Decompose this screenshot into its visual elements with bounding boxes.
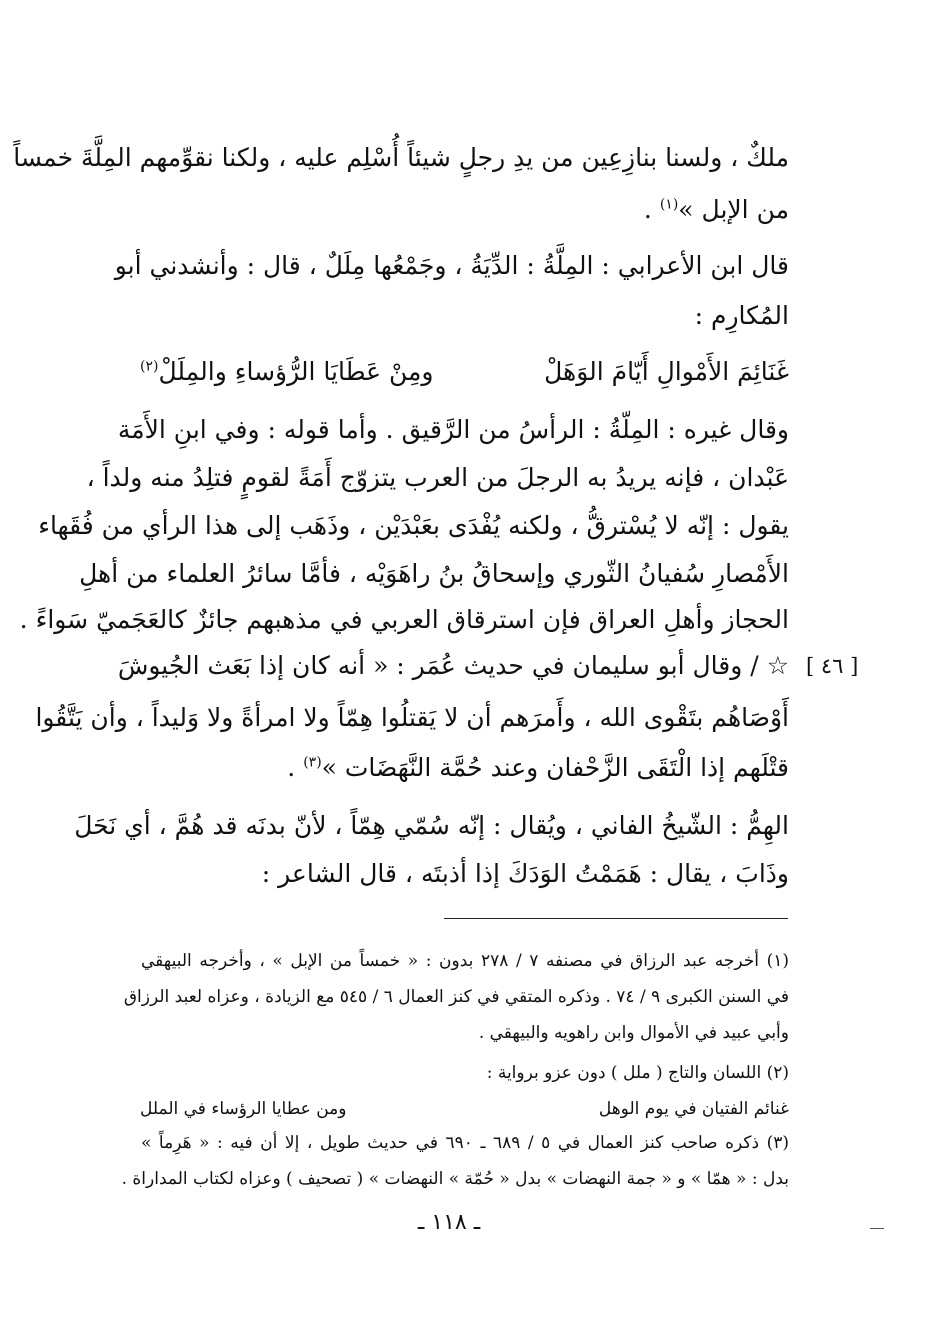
- body-line-1: ملكٌ ، ولسنا بنازِعِين من يدِ رجلٍ شيئاً أُسْلِم عليه ، ولكنا نقوِّمهم المِلَّةَ خمساً: [13, 143, 789, 172]
- verse-first-half: غَنَائِمَ الأَمْوالِ أَيّامَ الوَهَلْ: [544, 357, 789, 386]
- footnote-verse-first-half: غنائم الفتيان في يوم الوهل: [598, 1099, 789, 1119]
- footnote-line-4: (٢) اللسان والتاج ( ملل ) دون عزو برواية :: [486, 1063, 789, 1083]
- edge-mark: [870, 1228, 884, 1229]
- body-line-4: المُكارِم :: [694, 301, 789, 330]
- body-line-10: ☆ / وقال أبو سليمان في حديث عُمَر : « أنه كان إذا بَعَث الجُيوشَ: [117, 651, 789, 680]
- body-line-13: الهِمُّ : الشّيخُ الفاني ، ويُقال : إنّه سُمّي هِمّاً ، لأنّ بدنَه قد هُمَّ ، أي نَحَلَ: [74, 811, 789, 840]
- line-end-dot-2: .: [287, 753, 296, 782]
- verse-second-half: [140, 352, 433, 392]
- margin-page-reference: [ ٤٦ ]: [806, 654, 859, 678]
- line-end-dot: .: [643, 195, 652, 224]
- body-line-14: وذَابَ ، يقال : هَمَمْتُ الوَدَكَ إذا أذبتَه ، قال الشاعر :: [261, 859, 789, 888]
- footnote-line-5: (٣) ذكره صاحب كنز العمال في ٥ / ٦٨٩ ـ ٦٩٠ في حديث طويل ، إلا أن فيه : « هَرِماً »: [141, 1133, 789, 1153]
- body-line-2-text: من الإبل »: [678, 195, 789, 224]
- body-line-6: عَبْدان ، فإنه يريدُ به الرجلَ من العرب يتزوّج أَمَةً لقومٍ فتلِدُ منه ولداً ،: [86, 463, 789, 492]
- body-line-11: أَوْصَاهُم بتَقْوى الله ، وأَمرَهم أن لا يَقتلُوا هِمّاً ولا امرأةً ولا وَليداً ، وأن يَتَّقُوا: [35, 703, 789, 732]
- body-line-3: قال ابن الأعرابي : المِلَّةُ : الدِّيَةُ ، وجَمْعُها مِلَلٌ ، قال : وأنشدني أبو: [114, 251, 789, 280]
- body-line-7: يقول : إنّه لا يُسْترقُّ ، ولكنه يُفْدَى بعَبْدَيْن ، وذَهَب إلى هذا الرأي من فُقَهاء: [38, 511, 789, 540]
- body-line-8: الأَمْصارِ سُفيانُ الثّوري وإسحاقُ بنُ راهَوَيْه ، فأمَّا سائرُ العلماء من أهلِ: [79, 559, 789, 588]
- body-line-5: وقال غيره : المِلّةُ : الرأسُ من الرَّقيق . وأما قوله : وفي ابنِ الأَمَة: [117, 415, 789, 444]
- footnote-line-1: (١) أخرجه عبد الرزاق في مصنفه ٧ / ٢٧٨ بدون : « خمساً من الإبل » ، وأخرجه البيهقي: [141, 951, 789, 971]
- footnote-separator: [444, 918, 788, 919]
- body-line-2: [141, 190, 789, 230]
- footnote-line-6: بدل : « همّا » و « جمة النهضات » بدل « حُمّة » النهضات » ( تصحيف ) وعزاه لكتاب المداراة .: [121, 1169, 789, 1189]
- body-line-12-text: قتْلَهم إذا الْتَقَى الزَّحْفان وعند حُمَّة النَّهَضَات »: [321, 753, 789, 782]
- verse-second-half-text: ومِنْ عَطَايَا الرُّؤساءِ والمِلَلْ: [158, 357, 434, 386]
- body-line-12: [141, 748, 789, 788]
- footnote-line-3: وأبي عبيد في الأموال وابن راهويه والبيهقي .: [478, 1023, 789, 1043]
- body-line-9: الحجاز وأهلِ العراق فإن استرقاق العربي في مذهبهم جائزٌ كالعَجَميّ سَواءً .: [19, 605, 789, 634]
- page-number: ـ ١١٨ ـ: [417, 1210, 481, 1235]
- footnote-mark-2: (٢): [140, 358, 159, 375]
- footnote-mark-3: (٣): [303, 754, 322, 771]
- footnote-line-2: في السنن الكبرى ٩ / ٧٤ . وذكره المتقي في كنز العمال ٦ / ٥٤٥ مع الزيادة ، وعزاه لعبد الرزاق: [123, 987, 789, 1007]
- footnote-verse-second-half: ومن عطايا الرؤساء في الملل: [140, 1099, 347, 1119]
- footnote-mark-1: (١): [659, 196, 679, 213]
